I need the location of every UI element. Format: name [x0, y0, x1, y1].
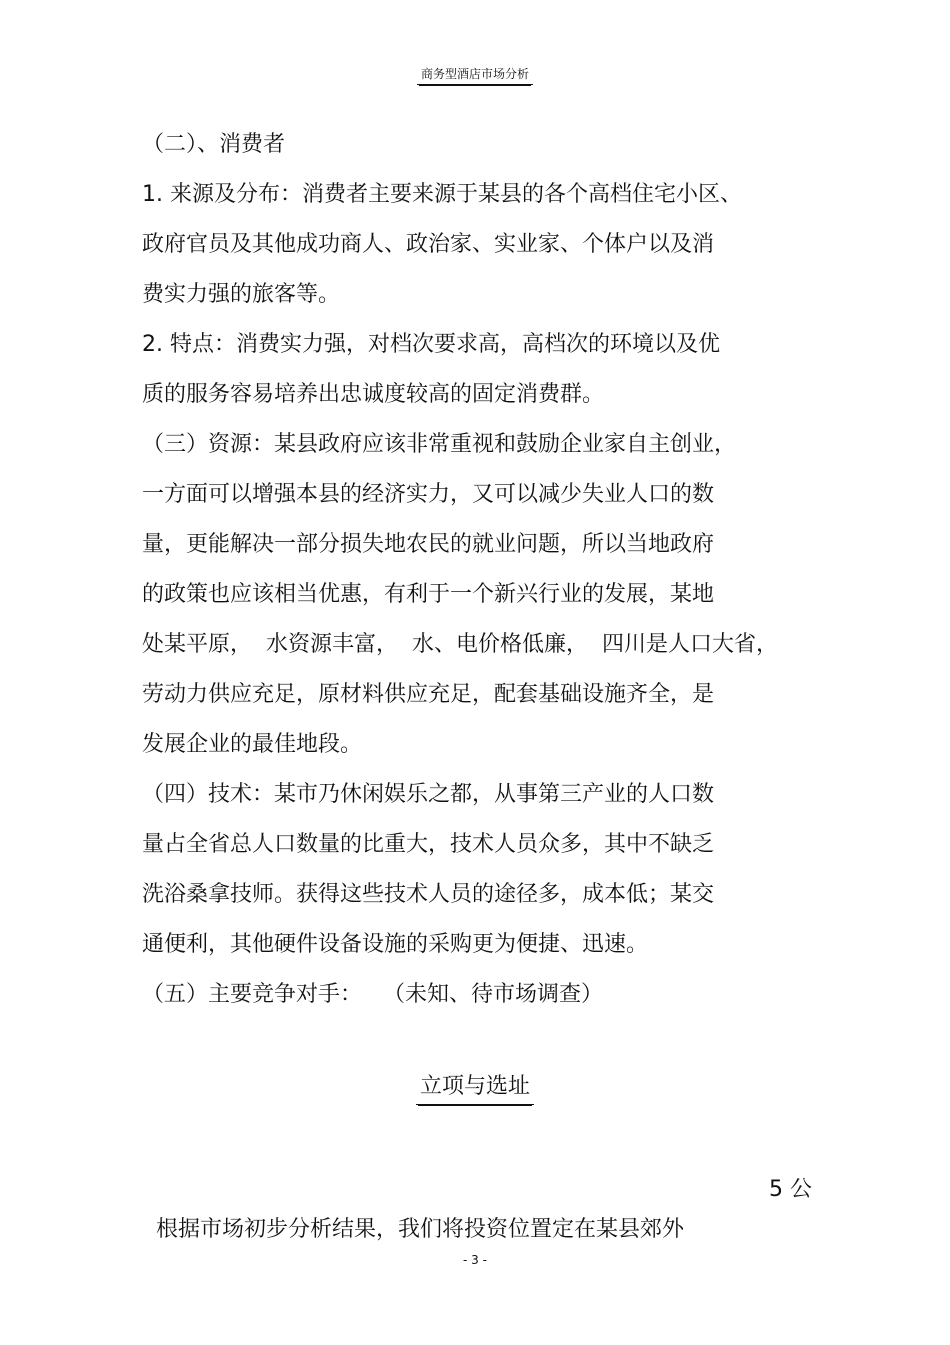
- paragraph-text-tail: 5 公: [769, 1177, 812, 1202]
- page-header: [0, 66, 950, 85]
- paragraph-start: [142, 1170, 812, 1290]
- text-line: 的政策也应该相当优惠，有利于一个新兴行业的发展，某地: [142, 582, 715, 607]
- text-line: 费实力强的旅客等。: [142, 282, 341, 307]
- text-line: 处某平原， 水资源丰富， 水、电价格低廉， 四川是人口大省，: [142, 632, 778, 657]
- text-line: 政府官员及其他成功商人、政治家、实业家、个体户以及消: [142, 232, 715, 257]
- text-line: 一方面可以增强本县的经济实力，又可以减少失业人口的数: [142, 482, 715, 507]
- page-number: - 3 -: [463, 1253, 487, 1267]
- text-line: 量占全省总人口数量的比重大，技术人员众多，其中不缺乏: [142, 832, 715, 857]
- text-line: 量，更能解决一部分损失地农民的就业问题，所以当地政府: [142, 532, 715, 557]
- paragraph-text: 根据市场初步分析结果，我们将投资位置定在某县郊外: [156, 1217, 685, 1242]
- text-line: 1. 来源及分布：消费者主要来源于某县的各个高档住宅小区、: [142, 182, 742, 207]
- text-line: 通便利，其他硬件设备设施的采购更为便捷、迅速。: [142, 932, 649, 957]
- text-line: 劳动力供应充足，原材料供应充足，配套基础设施齐全，是: [142, 682, 715, 707]
- text-line: （四）技术：某市乃休闲娱乐之都，从事第三产业的人口数: [142, 782, 715, 807]
- text-line: 质的服务容易培养出忠诚度较高的固定消费群。: [142, 382, 605, 407]
- text-line: 洗浴桑拿技师。获得这些技术人员的途径多，成本低；某交: [142, 882, 715, 907]
- header-title: 商务型酒店市场分析: [417, 66, 533, 85]
- text-line: 2. 特点：消费实力强，对档次要求高，高档次的环境以及优: [142, 332, 720, 357]
- text-line: （五）主要竞争对手： （未知、待市场调查）: [142, 982, 603, 1007]
- body-text: [142, 120, 822, 1020]
- text-line: 发展企业的最佳地段。: [142, 732, 363, 757]
- text-line: （三）资源：某县政府应该非常重视和鼓励企业家自主创业，: [142, 432, 737, 457]
- section-title: 立项与选址: [416, 1072, 534, 1105]
- section-heading: [0, 1072, 950, 1105]
- text-line: （二）、消费者: [142, 132, 286, 157]
